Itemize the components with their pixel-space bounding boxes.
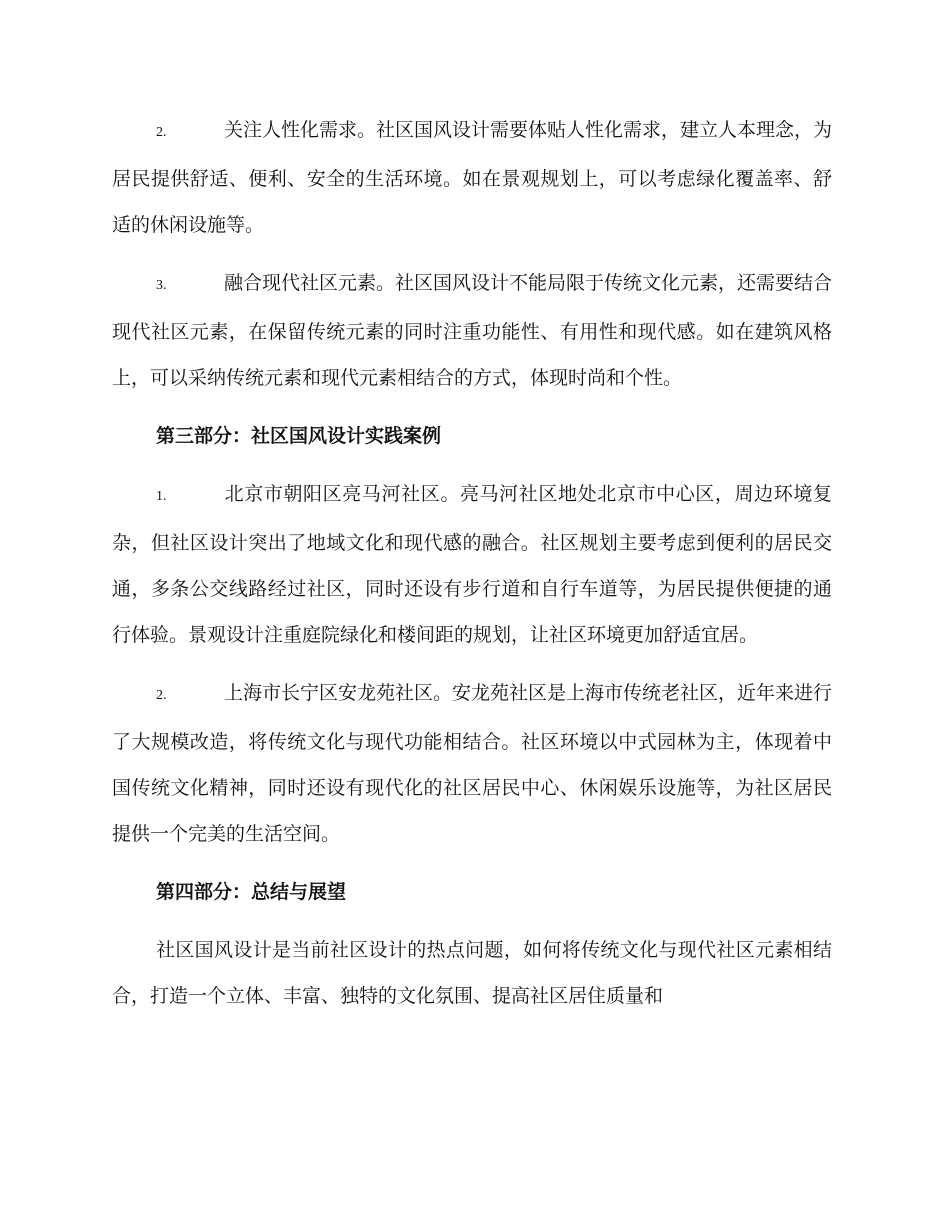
document-body xyxy=(112,107,832,1031)
list-item-text: 上海市长宁区安龙苑社区。安龙苑社区是上海市传统老社区，近年来进行了大规模改造，将传统文化与现代功能相结合。社区环境以中式园林为主，体现着中国传统文化精神，同时还设有现代化的社区居民中心、休闲娱乐设施等，为社区居民提供一个完美的生活空间。 xyxy=(112,682,833,845)
list-item-text: 北京市朝阳区亮马河社区。亮马河社区地处北京市中心区，周边环境复杂，但社区设计突出了地域文化和现代感的融合。社区规划主要考虑到便利的居民交通，多条公交线路经过社区，同时还设有步行道和自行车道等，为居民提供便捷的通行体验。景观设计注重庭院绿化和楼间距的规划，让社区环境更加舒适宜居。 xyxy=(112,483,832,646)
section-heading-part-three: 第三部分：社区国风设计实践案例 xyxy=(156,425,442,447)
summary-paragraph: 社区国风设计是当前社区设计的热点问题，如何将传统文化与现代社区元素相结合，打造一个立体、丰富、独特的文化氛围、提高社区居住质量和 xyxy=(112,939,832,1007)
list-number: 2. xyxy=(156,125,167,140)
section-heading-part-four: 第四部分：总结与展望 xyxy=(156,881,347,903)
list-number: 3. xyxy=(156,278,167,293)
list-item-text: 关注人性化需求。社区国风设计需要体贴人性化需求，建立人本理念，为居民提供舒适、便利、安全的生活环境。如在景观规划上，可以考虑绿化覆盖率、舒适的休闲设施等。 xyxy=(112,119,833,236)
list-item-humanized-needs xyxy=(112,107,832,248)
list-item-text: 融合现代社区元素。社区国风设计不能局限于传统文化元素，还需要结合现代社区元素，在保留传统元素的同时注重功能性、有用性和现代感。如在建筑风格上，可以采纳传统元素和现代元素相结合的方式，体现时尚和个性。 xyxy=(112,272,833,389)
list-item-modern-elements xyxy=(112,260,832,401)
list-item-case-anlongyuan xyxy=(112,670,832,857)
list-number: 1. xyxy=(156,489,167,504)
list-number: 2. xyxy=(156,688,167,703)
list-item-case-liangmahe xyxy=(112,471,832,658)
